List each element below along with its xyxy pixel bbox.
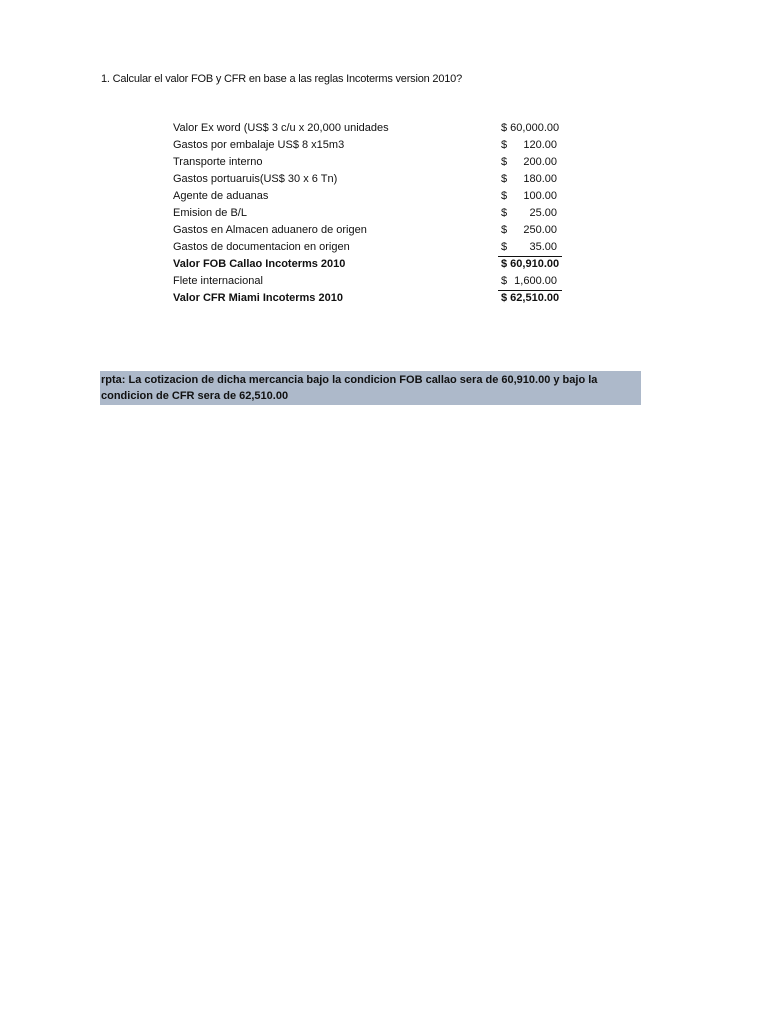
amount-value: 200.00: [523, 156, 557, 168]
cost-table: [173, 120, 568, 307]
row-label: Gastos en Almacen aduanero de origen: [173, 224, 367, 236]
total-cell: [498, 290, 562, 307]
table-row-almacen: [173, 222, 568, 239]
row-label: Agente de aduanas: [173, 190, 269, 202]
table-row-agente: [173, 188, 568, 205]
amount-cell: [498, 188, 562, 205]
currency-symbol: $: [501, 173, 508, 185]
table-row-ex-works: [173, 120, 568, 137]
amount-value: 35.00: [529, 241, 557, 253]
currency-value: $ 60,910.00: [501, 258, 560, 270]
answer-text: rpta: La cotizacion de dicha mercancia bajo la condicion FOB callao sera de 60,910.00 y bajo la condicion de CFR sera de 62,510.00: [101, 374, 598, 402]
table-row-flete: [173, 273, 568, 290]
table-row-fob-total: [173, 256, 568, 273]
amount-value: 25.00: [529, 207, 557, 219]
row-label: Flete internacional: [173, 275, 263, 287]
question-text: 1. Calcular el valor FOB y CFR en base a las reglas Incoterms version 2010?: [101, 73, 462, 85]
amount-cell: [498, 137, 562, 154]
total-cell: [498, 256, 562, 273]
table-row-portuarios: [173, 171, 568, 188]
currency-value: $ 60,000.00: [501, 122, 560, 134]
currency-value: $ 62,510.00: [501, 292, 560, 304]
row-label: Emision de B/L: [173, 207, 247, 219]
amount-cell: [498, 239, 562, 256]
amount-value: 100.00: [523, 190, 557, 202]
amount-value: 1,600.00: [514, 275, 557, 287]
row-label: Gastos de documentacion en origen: [173, 241, 350, 253]
row-label: Transporte interno: [173, 156, 263, 168]
table-row-transporte: [173, 154, 568, 171]
amount-cell: [498, 222, 562, 239]
currency-symbol: $: [501, 275, 508, 287]
row-label: Valor Ex word (US$ 3 c/u x 20,000 unidades: [173, 122, 389, 134]
currency-symbol: $: [501, 156, 508, 168]
currency-symbol: $: [501, 139, 508, 151]
table-row-embalaje: [173, 137, 568, 154]
table-row-documentacion: [173, 239, 568, 256]
table-row-cfr-total: [173, 290, 568, 307]
row-label: Gastos por embalaje US$ 8 x15m3: [173, 139, 345, 151]
amount-cell: [498, 120, 562, 137]
row-label: Valor FOB Callao Incoterms 2010: [173, 258, 346, 270]
currency-symbol: $: [501, 207, 508, 219]
currency-symbol: $: [501, 241, 508, 253]
table-row-emision: [173, 205, 568, 222]
amount-value: 250.00: [523, 224, 557, 236]
amount-cell: [498, 154, 562, 171]
amount-value: 120.00: [523, 139, 557, 151]
row-label: Gastos portuaruis(US$ 30 x 6 Tn): [173, 173, 338, 185]
amount-cell: [498, 273, 562, 290]
currency-symbol: $: [501, 224, 508, 236]
amount-value: 180.00: [523, 173, 557, 185]
answer-box: [100, 371, 641, 405]
amount-cell: [498, 171, 562, 188]
currency-symbol: $: [501, 190, 508, 202]
row-label: Valor CFR Miami Incoterms 2010: [173, 292, 343, 304]
amount-cell: [498, 205, 562, 222]
